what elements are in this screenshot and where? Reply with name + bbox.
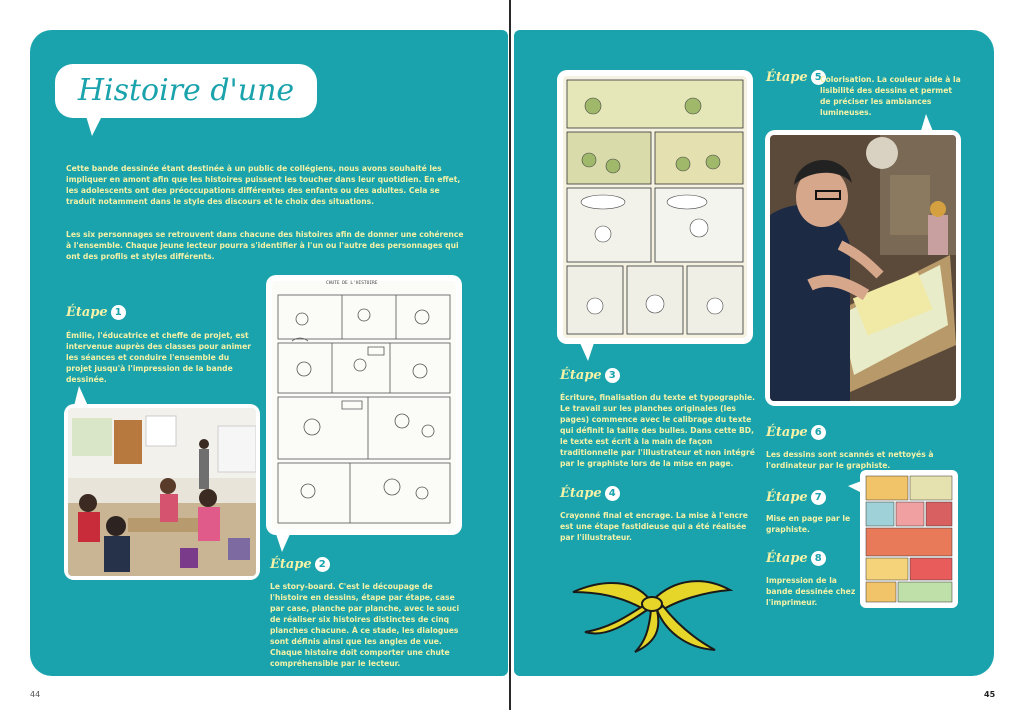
storyboard-sketch: [272, 281, 456, 529]
step-label: Étape: [766, 70, 808, 85]
page-gutter: [509, 0, 511, 710]
step-5-heading: [766, 70, 826, 85]
illustrator-photo: [770, 135, 956, 401]
step-2-heading: [270, 557, 330, 572]
comic-page-colored: [563, 76, 747, 338]
step-4-text: Crayonné final et encrage. La mise à l'encre est une étape fastidieuse qui a été réalisée par l'illustrateur.: [560, 511, 748, 542]
step-8-text: Impression de la bande dessinée chez l'imprimeur.: [766, 576, 856, 607]
step-7-heading: [766, 490, 826, 505]
classroom-photo: [68, 408, 256, 576]
step-5-number: 5: [811, 70, 826, 85]
step-8-heading: [766, 551, 826, 566]
photo-bubble-tail: [74, 386, 88, 406]
storyboard-bubble-tail: [276, 534, 290, 552]
step-6-text: Les dessins sont scannés et nettoyés à l'ordinateur par le graphiste.: [766, 450, 934, 470]
step-2-text: Le story-board. C'est le découpage de l'histoire en dessins, étape par étape, case par case, planche par planche, avec le souci de réaliser six histoires distinctes de cinq planches chacune. À ce stade, les dialogues sont définis ainsi que les angles de vue. Chaque histoire doit comporter une chute compréhensible par le lecteur.: [270, 582, 460, 668]
step-7-text: Mise en page par le graphiste.: [766, 514, 851, 534]
step-1-text: Émilie, l'éducatrice et cheffe de projet, est intervenue auprès des classes pour animer les séances et conduire l'ensemble du projet jusqu'à l'impression de la bande dessinée.: [66, 331, 251, 384]
step-3-text: Écriture, finalisation du texte et typographie. Le travail sur les planches originales (les pages) commence avec le calibrage du texte qui définit la taille des bulles. Dans cette BD, le texte est écrit à la main de façon traditionnelle par l'illustrateur et non intégré par le graphiste lors de la mise en page.: [560, 393, 756, 468]
step-4-number: 4: [605, 486, 620, 501]
illustrator-photo-frame: [765, 130, 961, 406]
step-label: Étape: [560, 368, 602, 383]
page-title: Histoire d'une BD: [77, 73, 295, 150]
step-3-number: 3: [605, 368, 620, 383]
step-3-heading: [560, 368, 620, 383]
step-4-heading: [560, 486, 620, 501]
step-label: Étape: [560, 486, 602, 501]
storyboard-caption: CHUTE DE L'HISTOIRE: [326, 281, 378, 286]
step-label: Étape: [766, 425, 808, 440]
step-1-heading: [66, 305, 126, 320]
step-label: Étape: [766, 551, 808, 566]
page-number-left: 44: [30, 690, 41, 699]
step-6-number: 6: [811, 425, 826, 440]
step-6-heading: [766, 425, 826, 440]
intro-paragraph-2: Les six personnages se retrouvent dans chacune des histoires afin de donner une cohérence à l'ensemble. Chaque jeune lecteur pourra s'identifier à l'un ou l'autre des personnages qui ont des profils et styles différents.: [66, 230, 464, 261]
intro-paragraph-1: Cette bande dessinée étant destinée à un public de collégiens, nous avons souhaité les impliquer en amont afin que les histoires puissent les toucher dans leur quotidien. En effet, les adolescents ont des préoccupations différentes des enfants ou des adultes. Cela se traduit notamment dans le style des discours et le choix des situations.: [66, 164, 461, 206]
final-comic-page: [864, 474, 954, 604]
step-5-text: Colorisation. La couleur aide à la lisibilité des dessins et permet de préciser les ambiances lumineuses.: [820, 75, 961, 117]
storyboard-frame: [266, 275, 462, 535]
step-8-number: 8: [811, 551, 826, 566]
banana-peel-illustration: [565, 570, 735, 655]
step-7-number: 7: [811, 490, 826, 505]
classroom-photo-frame: [64, 404, 260, 580]
comic-page-frame: [557, 70, 753, 344]
step-label: Étape: [766, 490, 808, 505]
title-bubble-tail: [86, 116, 102, 136]
comic-page-bubble-tail: [580, 343, 594, 361]
step-1-number: 1: [111, 305, 126, 320]
page-number-right: 45: [984, 690, 996, 699]
final-page-frame: [860, 470, 958, 608]
step-label: Étape: [270, 557, 312, 572]
step-2-number: 2: [315, 557, 330, 572]
step-label: Étape: [66, 305, 108, 320]
